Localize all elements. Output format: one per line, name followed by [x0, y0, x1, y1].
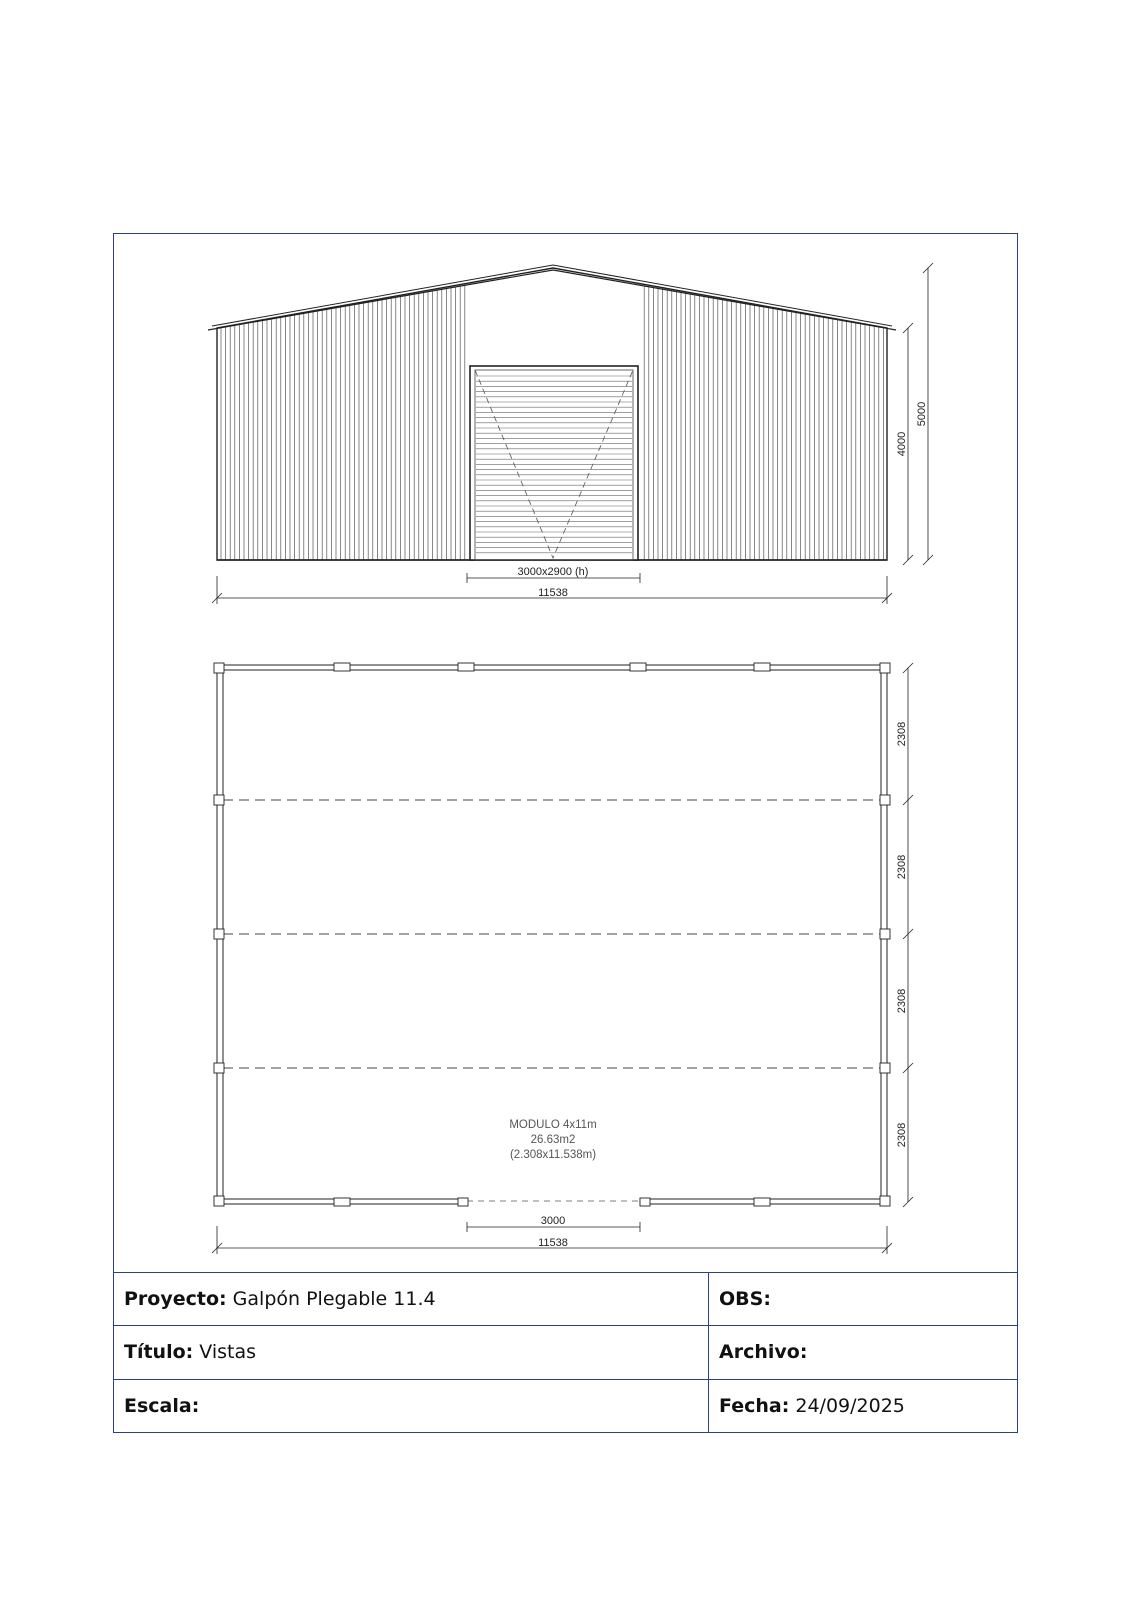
date-label: Fecha:: [719, 1394, 790, 1417]
title-block-row: [114, 1273, 1018, 1326]
title-block-row: [114, 1379, 1018, 1432]
floor-plan: [212, 663, 913, 1254]
project-cell: [114, 1273, 709, 1326]
project-value: Galpón Plegable 11.4: [232, 1288, 436, 1311]
door-size-label: 3000x2900 (h): [517, 566, 589, 578]
file-cell: [709, 1326, 1018, 1379]
bay-dimension-label: 2308: [896, 1122, 908, 1148]
module-area-label: 26.63m2: [530, 1134, 576, 1146]
project-label: Proyecto:: [124, 1288, 227, 1311]
title-block-row: [114, 1326, 1018, 1379]
obs-label: OBS:: [719, 1288, 771, 1311]
scale-label: Escala:: [124, 1394, 200, 1417]
obs-cell: [709, 1273, 1018, 1326]
roof-line-inner: [212, 265, 892, 326]
title-block: [113, 1272, 1018, 1433]
ridge-height-label: 5000: [916, 401, 928, 427]
front-elevation: [208, 263, 933, 604]
bay-dimension-label: 2308: [896, 854, 908, 880]
elevation-width-label: 11538: [538, 587, 568, 599]
module-name-label: MODULO 4x11m: [509, 1119, 597, 1131]
bay-dimension-label: 2308: [896, 721, 908, 747]
scale-cell: [114, 1379, 709, 1432]
opening-width-label: 3000: [540, 1215, 566, 1227]
plan-top-wall: [217, 665, 887, 670]
title-label: Título:: [124, 1341, 194, 1364]
wall-height-label: 4000: [896, 431, 908, 457]
plan-width-label: 11538: [538, 1237, 568, 1249]
module-dims-label: (2.308x11.538m): [509, 1149, 597, 1161]
bay-dimension-label: 2308: [896, 988, 908, 1014]
file-label: Archivo:: [719, 1341, 808, 1364]
module-divisions: [223, 800, 881, 1068]
title-value: Vistas: [199, 1341, 257, 1364]
roof-eave-overhang: [208, 270, 896, 330]
door-frame: [470, 366, 638, 560]
title-cell: [114, 1326, 709, 1379]
date-cell: [709, 1379, 1018, 1432]
date-value: 24/09/2025: [795, 1394, 905, 1417]
